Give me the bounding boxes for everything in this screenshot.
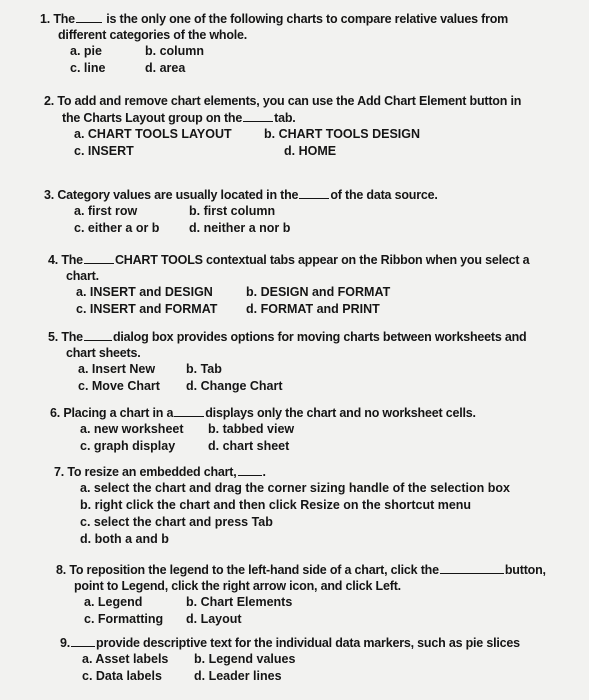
option-c: c. INSERT and FORMAT <box>76 302 218 316</box>
question-stem: The <box>61 330 83 344</box>
question-stem: Category values are usually located in the <box>57 188 299 202</box>
option-d: d. neither a nor b <box>189 221 291 235</box>
option-d: d. chart sheet <box>208 439 290 453</box>
question-number: 5. <box>48 330 59 344</box>
question-number: 2. <box>44 94 55 108</box>
option-b: b. first column <box>189 204 276 218</box>
question-stem: . <box>262 465 266 479</box>
option-a: a. select the chart and drag the corner sizing handle of the selection box <box>80 481 510 495</box>
option-c: c. line <box>70 61 106 75</box>
question-number: 1. <box>40 12 51 26</box>
option-b: b. right click the chart and then click Resize on the shortcut menu <box>80 498 472 512</box>
option-b: b. column <box>145 44 205 58</box>
option-c: c. select the chart and press Tab <box>80 515 273 529</box>
question-1 <box>40 10 580 77</box>
answer-blank <box>299 186 329 199</box>
answer-blank <box>174 404 204 417</box>
question-stem: of the data source. <box>330 188 438 202</box>
option-b: b. tabbed view <box>208 422 295 436</box>
question-3 <box>44 186 584 237</box>
option-d: d. both a and b <box>80 532 169 546</box>
question-number: 8. <box>56 563 67 577</box>
question-number: 6. <box>50 406 61 420</box>
option-c: c. graph display <box>80 439 176 453</box>
option-d: d. FORMAT and PRINT <box>246 302 380 316</box>
option-c: c. Formatting <box>84 612 164 626</box>
question-stem: is the only one of the following charts to compare relative values from <box>106 12 509 26</box>
question-5 <box>48 328 588 395</box>
question-2 <box>44 93 584 160</box>
answer-blank <box>84 328 112 341</box>
option-c: c. INSERT <box>74 144 134 158</box>
answer-blank <box>238 463 262 476</box>
question-stem: button, <box>504 563 546 577</box>
option-c: c. Data labels <box>82 669 162 683</box>
option-a: a. Legend <box>84 595 143 609</box>
question-stem: provide descriptive text for the individual data markers, such as pie slices <box>96 636 520 650</box>
question-stem-continued: the Charts Layout group on the <box>62 111 243 125</box>
question-stem-continued: chart sheets. <box>66 346 141 360</box>
question-stem: Placing a chart in a <box>63 406 174 420</box>
question-8 <box>56 561 556 628</box>
question-stem-continued: chart. <box>66 269 99 283</box>
option-b: b. Tab <box>186 362 222 376</box>
answer-blank <box>440 561 504 574</box>
question-stem: displays only the chart and no worksheet cells. <box>205 406 476 420</box>
answer-blank <box>71 634 95 647</box>
option-a: a. Asset labels <box>82 652 169 666</box>
option-d: d. area <box>145 61 186 75</box>
question-number: 9. <box>60 636 71 650</box>
option-b: b. DESIGN and FORMAT <box>246 285 391 299</box>
answer-blank <box>76 10 102 23</box>
question-number: 3. <box>44 188 55 202</box>
question-7 <box>54 463 589 548</box>
option-a: a. pie <box>70 44 102 58</box>
question-stem: The <box>53 12 75 26</box>
question-9 <box>60 634 589 685</box>
option-c: c. Move Chart <box>78 379 160 393</box>
question-6 <box>50 404 589 455</box>
option-a: a. Insert New <box>78 362 156 376</box>
option-b: b. Legend values <box>194 652 296 666</box>
question-stem-continued: different categories of the whole. <box>58 28 248 42</box>
option-c: c. either a or b <box>74 221 160 235</box>
option-a: a. first row <box>74 204 138 218</box>
question-number: 4. <box>48 253 59 267</box>
option-d: d. Leader lines <box>194 669 282 683</box>
option-d: d. HOME <box>284 144 337 158</box>
option-b: b. Chart Elements <box>186 595 293 609</box>
question-stem: To add and remove chart elements, you can use the Add Chart Element button in <box>57 94 522 108</box>
answer-blank <box>84 251 114 264</box>
question-stem: To reposition the legend to the left-hand side of a chart, click the <box>69 563 439 577</box>
question-stem-continued: tab. <box>274 111 296 125</box>
option-d: d. Change Chart <box>186 379 283 393</box>
question-stem: dialog box provides options for moving charts between worksheets and <box>112 330 527 344</box>
question-stem-continued: point to Legend, click the right arrow icon, and click Left. <box>74 579 401 593</box>
option-d: d. Layout <box>186 612 242 626</box>
question-4 <box>48 251 588 318</box>
question-stem: The <box>61 253 83 267</box>
option-a: a. CHART TOOLS LAYOUT <box>74 127 232 141</box>
option-a: a. new worksheet <box>80 422 184 436</box>
option-a: a. INSERT and DESIGN <box>76 285 213 299</box>
question-number: 7. <box>54 465 65 479</box>
option-b: b. CHART TOOLS DESIGN <box>264 127 421 141</box>
answer-blank <box>243 109 273 122</box>
question-stem: To resize an embedded chart, <box>67 465 237 479</box>
question-stem: CHART TOOLS contextual tabs appear on the Ribbon when you select a <box>114 253 530 267</box>
